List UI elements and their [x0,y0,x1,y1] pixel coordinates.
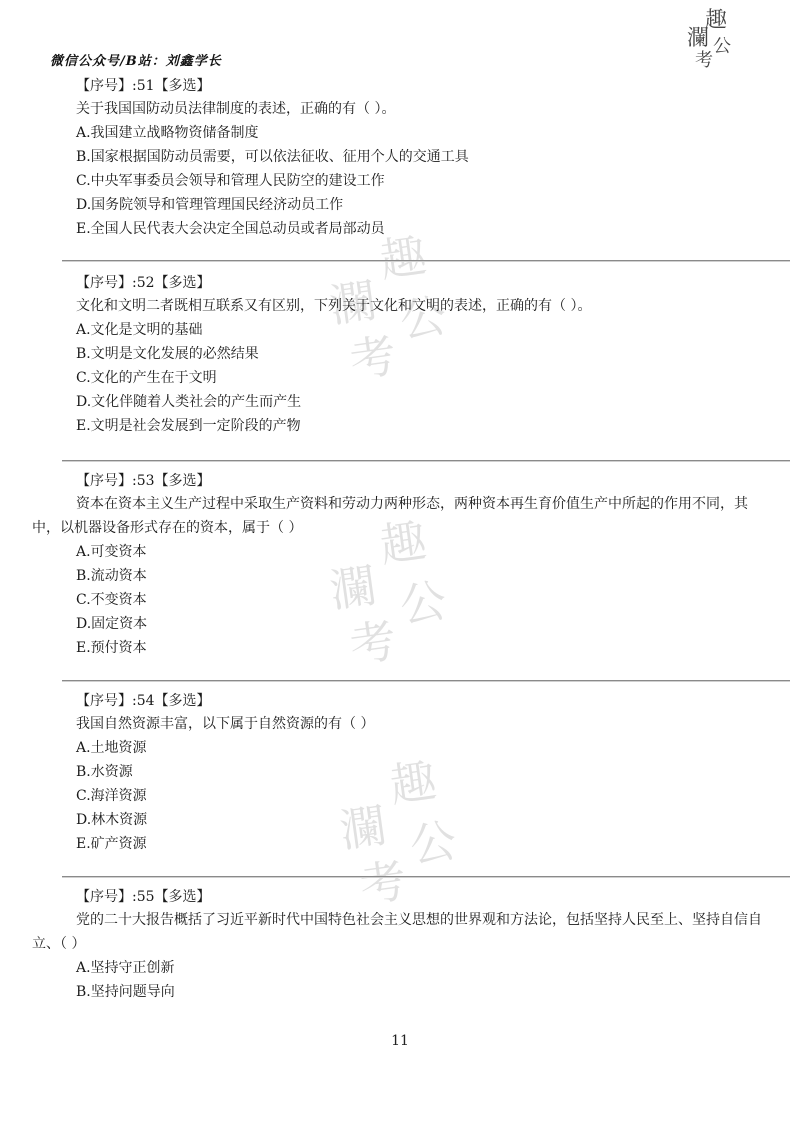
question-header: 【序号】:52【多选】 [76,275,211,291]
option-c: C.不变资本 [76,592,147,608]
option-e: E.预付资本 [76,640,147,656]
option-e: E.矿产资源 [76,836,147,852]
question-stem: 关于我国国防动员法律制度的表述，正确的有（ ）。 [76,101,396,117]
page-number: 11 [391,1033,409,1049]
option-c: C.文化的产生在于文明 [76,370,217,386]
option-b: B.国家根据国防动员需要，可以依法征收、征用个人的交通工具 [76,149,469,165]
question-header: 【序号】:54【多选】 [76,693,211,709]
option-e: E.文明是社会发展到一定阶段的产物 [76,418,301,434]
divider [62,876,790,878]
header-note: 微信公众号/B站：刘鑫学长 [50,54,222,69]
question-52 [0,272,800,438]
option-c: C.中央军事委员会领导和管理人民防空的建设工作 [76,173,385,189]
option-d: D.国务院领导和管理管理国民经济动员工作 [76,197,344,213]
question-55 [0,886,800,1004]
logo-char: 瀾 [687,26,710,51]
option-a: A.文化是文明的基础 [76,322,203,338]
watermark: 趣 瀾 公 考 [326,228,450,388]
question-header: 【序号】:53【多选】 [76,473,211,489]
option-b: B.流动资本 [76,568,147,584]
option-e: E.全国人民代表大会决定全国总动员或者局部动员 [76,221,385,237]
watermark: 趣 瀾 公 考 [336,753,460,913]
option-d: D.林木资源 [76,812,148,828]
divider [62,460,790,462]
question-header: 【序号】:51【多选】 [76,78,211,94]
logo-char: 考 [695,50,713,71]
divider [62,260,790,262]
watermark: 趣 瀾 公 考 [326,513,450,673]
option-b: B.坚持问题导向 [76,984,175,1000]
question-stem: 我国自然资源丰富，以下属于自然资源的有（ ） [76,716,375,732]
logo-char: 趣 [705,8,728,33]
option-list [0,121,800,241]
option-d: D.文化伴随着人类社会的产生而产生 [76,394,302,410]
option-a: A.土地资源 [76,740,147,756]
question-header: 【序号】:55【多选】 [76,889,211,905]
option-list [0,318,800,438]
option-d: D.固定资本 [76,616,148,632]
option-a: A.可变资本 [76,544,147,560]
option-a: A.我国建立战略物资储备制度 [76,125,259,141]
question-stem: 党的二十大报告概括了习近平新时代中国特色社会主义思想的世界观和方法论，包括坚持人民至上、坚持自信自立、（ ） [32,912,762,952]
question-stem: 资本在资本主义生产过程中采取生产资料和劳动力两种形态，两种资本再生育价值生产中所起的作用不同，其中，以机器设备形式存在的资本，属于（ ） [32,496,748,536]
logo-char: 公 [713,36,731,57]
option-list [0,540,800,660]
brand-logo [685,8,745,72]
question-stem: 文化和文明二者既相互联系又有区别，下列关于文化和文明的表述，正确的有（ ）。 [76,298,592,314]
option-c: C.海洋资源 [76,788,147,804]
divider [62,680,790,682]
option-b: B.水资源 [76,764,133,780]
option-list [0,956,800,1004]
question-53 [0,470,800,660]
question-54 [0,690,800,856]
option-a: A.坚持守正创新 [76,960,175,976]
option-list [0,736,800,856]
question-51 [0,75,800,241]
option-b: B.文明是文化发展的必然结果 [76,346,259,362]
